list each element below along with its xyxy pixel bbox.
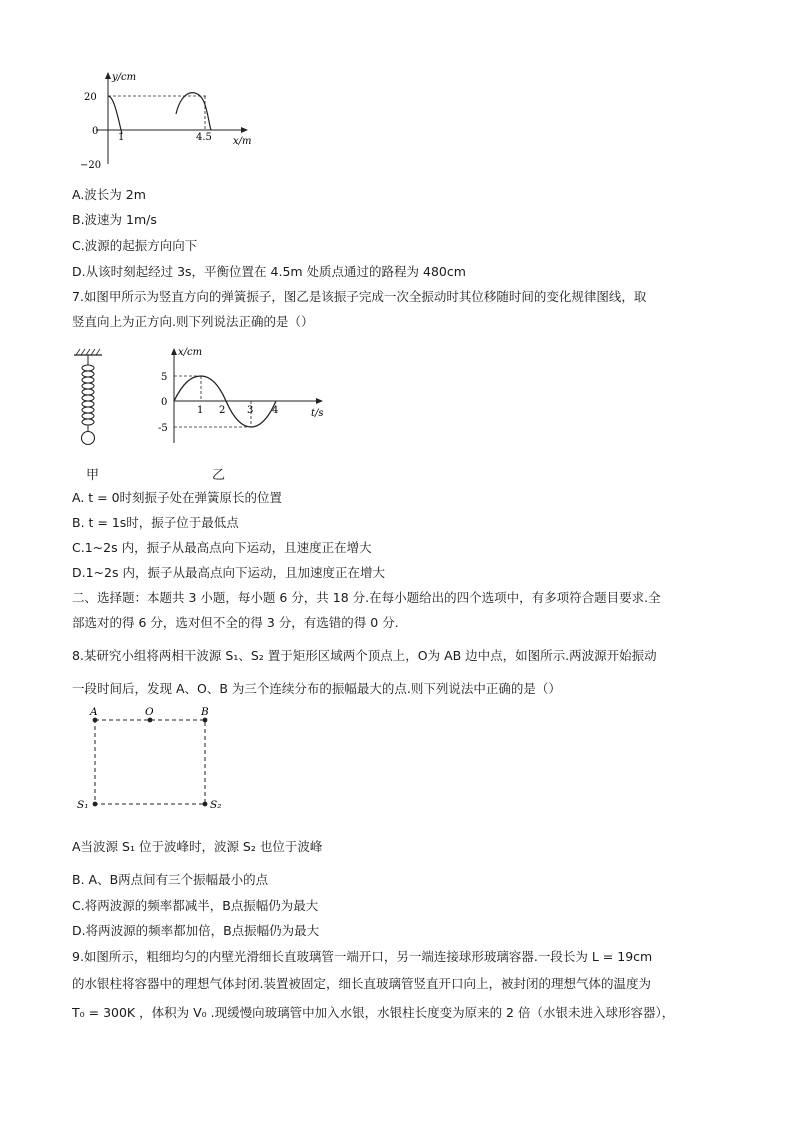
disp-tick-t4: 4	[272, 405, 279, 416]
q7-option-d: D.1~2s 内，振子从最高点向下运动，且加速度正在增大	[72, 565, 385, 580]
point-o-label: O	[145, 706, 154, 718]
q7-option-a: A. t = 0时刻振子处在弹簧原长的位置	[72, 490, 283, 505]
displacement-graph	[155, 343, 335, 448]
disp-tick-0: 0	[161, 397, 168, 408]
rectangle-figure	[74, 704, 234, 816]
disp-x-label: t/s	[311, 408, 324, 419]
point-b-label: B	[201, 706, 209, 718]
q8-stem-line2: 一段时间后，发现 A、O、B 为三个连续分布的振幅最大的点.则下列说法中正确的是（）	[72, 681, 561, 696]
q9-stem-line1: 9.如图所示，粗细均匀的内壁光滑细长直玻璃管一端开口，另一端连接球形玻璃容器.一段长为 L = 19cm	[72, 949, 653, 964]
q6-option-a: A.波长为 2m	[72, 187, 146, 202]
q9-stem-line3: T₀ = 300K ，体积为 V₀ .现缓慢向玻璃管中加入水银，水银柱长度变为原来的 2 倍（水银未进入球形容器），	[72, 1005, 675, 1020]
wave-y-label: y/cm	[112, 72, 137, 83]
point-a-label: A	[90, 706, 98, 718]
disp-tick-t3: 3	[247, 405, 254, 416]
section2-line2: 部选对的得 6 分，选对但不全的得 3 分，有选错的得 0 分.	[72, 615, 399, 630]
wave-figure	[78, 68, 258, 173]
q6-option-b: B.波速为 1m/s	[72, 212, 157, 227]
q7-stem-line1: 7.如图甲所示为竖直方向的弹簧振子，图乙是该振子完成一次全振动时其位移随时间的变化规律图线，取	[72, 289, 647, 304]
q8-stem-line1: 8.某研究小组将两相干波源 S₁、S₂ 置于矩形区域两个顶点上，O为 AB 边中点，如图所示.两波源开始振动	[72, 648, 657, 663]
wave-x-label: x/m	[233, 136, 252, 147]
wave-tick-20: 20	[84, 92, 97, 103]
disp-tick-t1: 1	[197, 405, 204, 416]
disp-y-label: x/cm	[178, 347, 203, 358]
q6-option-c: C.波源的起振方向向下	[72, 238, 198, 253]
caption-yi: 乙	[212, 468, 226, 483]
section2-line1: 二、选择题：本题共 3 小题，每小题 6 分，共 18 分.在每小题给出的四个选项中，有多项符合题目要求.全	[72, 590, 661, 605]
q7-stem-line2: 竖直向上为正方向.则下列说法正确的是（）	[72, 314, 314, 329]
disp-tick-5: 5	[161, 372, 168, 383]
disp-tick-m5: -5	[158, 423, 168, 434]
spring-figure	[70, 343, 110, 453]
q8-option-c: C.将两波源的频率都减半，B点振幅仍为最大	[72, 898, 319, 913]
q9-stem-line2: 的水银柱将容器中的理想气体封闭.装置被固定，细长直玻璃管竖直开口向上，被封闭的理想气体的温度为	[72, 976, 651, 991]
disp-tick-t2: 2	[219, 405, 226, 416]
q7-option-c: C.1~2s 内，振子从最高点向下运动，且速度正在增大	[72, 540, 372, 555]
wave-tick-0: 0	[92, 126, 99, 137]
wave-tick-1: 1	[118, 132, 125, 143]
q8-option-b: B. A、B两点间有三个振幅最小的点	[72, 872, 269, 887]
q8-option-a: A当波源 S₁ 位于波峰时，波源 S₂ 也位于波峰	[72, 839, 323, 854]
q7-option-b: B. t = 1s时，振子位于最低点	[72, 515, 239, 530]
wave-tick-m20: −20	[80, 160, 102, 171]
source-s2-label: S₂	[210, 799, 222, 811]
q6-option-d: D.从该时刻起经过 3s，平衡位置在 4.5m 处质点通过的路程为 480cm	[72, 264, 466, 279]
wave-tick-4.5: 4.5	[196, 132, 212, 143]
caption-jia: 甲	[86, 468, 100, 483]
q8-option-d: D.将两波源的频率都加倍，B点振幅仍为最大	[72, 923, 320, 938]
source-s1-label: S₁	[77, 799, 89, 811]
